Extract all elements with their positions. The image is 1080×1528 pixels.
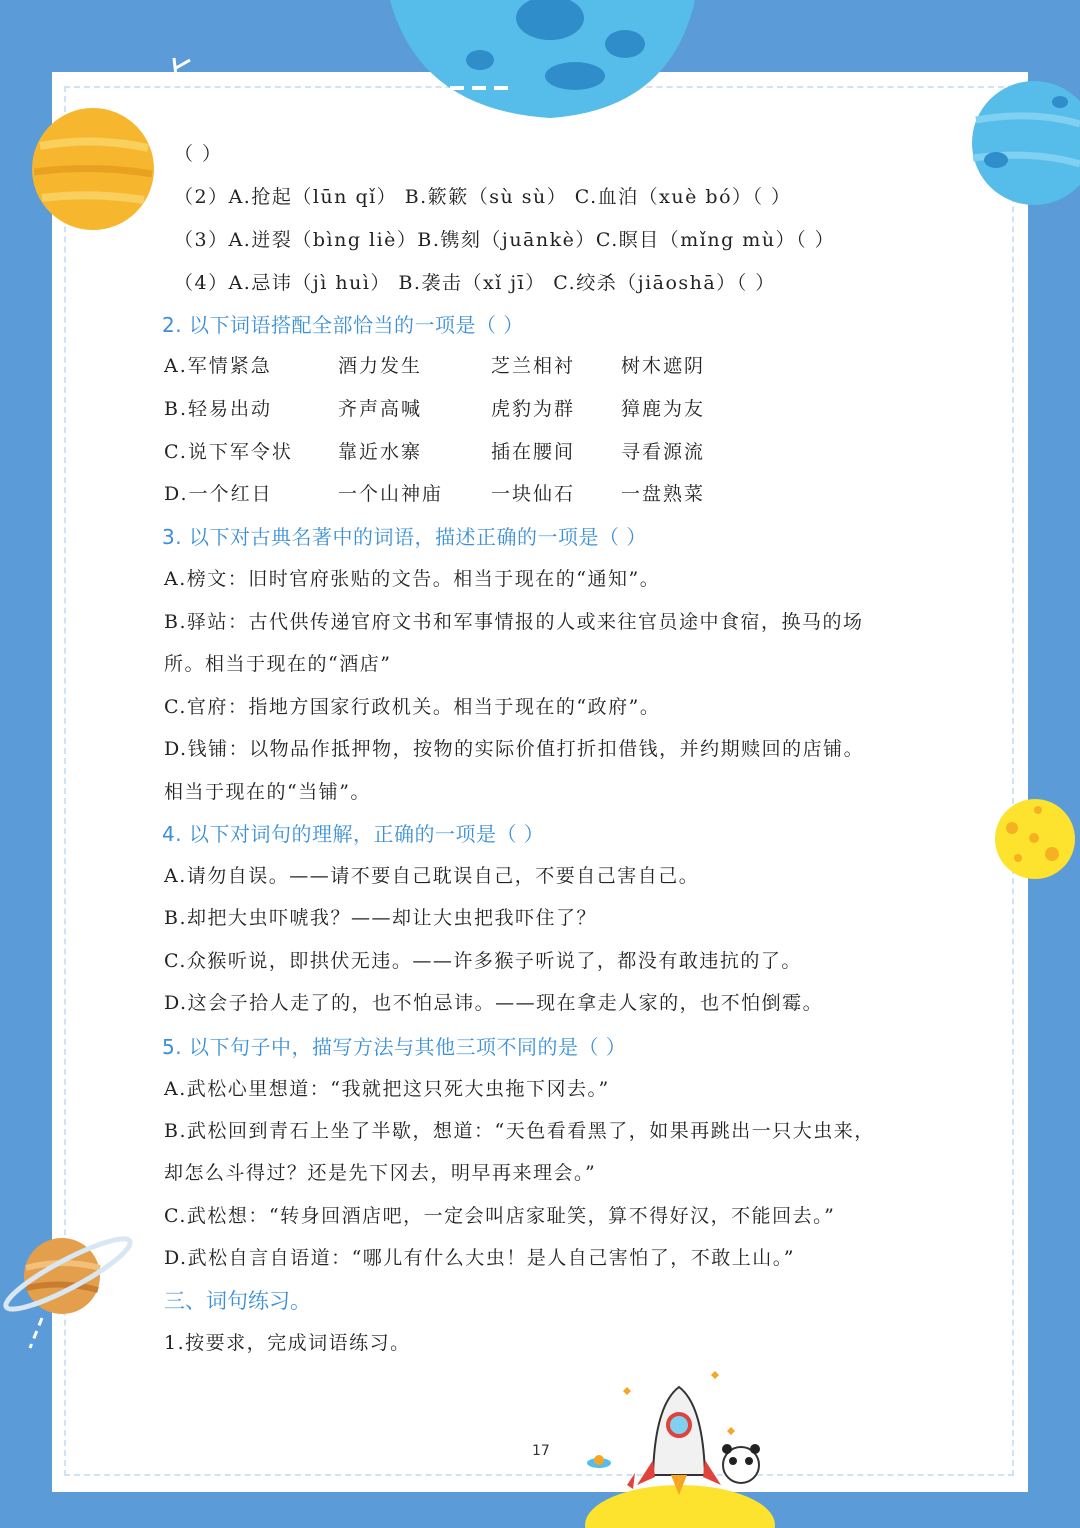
q4-option-c: C.众猴听说，即拱伏无违。——许多猴子听说了，都没有敢违抗的了。 [164, 950, 802, 972]
ringed-planet-icon [0, 1228, 142, 1360]
q4-option-d: D.这会子拾人走了的，也不怕忌讳。——现在拿走人家的，也不怕倒霉。 [164, 992, 824, 1014]
section-3-item-1: 1.按要求，完成词语练习。 [164, 1332, 411, 1354]
q5-option-a: A.武松心里想道：“我就把这只死大虫拖下冈去。” [164, 1078, 610, 1100]
q1-item-4: （4）A.忌讳（jì huì） B.袭击（xǐ jī） C.绞杀（jiāoshā）（ ） [174, 272, 776, 294]
q5-option-c: C.武松想：“转身回酒店吧，一定会叫店家耻笑，算不得好汉，不能回去。” [164, 1205, 836, 1227]
rocket-panda-icon [575, 1365, 785, 1528]
q2-d-word-4: 一盘熟菜 [621, 483, 706, 505]
q4-title: 4. 以下对词句的理解，正确的一项是（ ） [162, 822, 545, 846]
q5-option-b-line1: B.武松回到青石上坐了半歇，想道：“天色看看黑了，如果再跳出一只大虫来， [164, 1120, 875, 1142]
q3-option-a: A.榜文：旧时官府张贴的文告。相当于现在的“通知”。 [164, 568, 661, 590]
q2-title: 2. 以下词语搭配全部恰当的一项是（ ） [162, 313, 524, 337]
orange-planet-icon [30, 106, 156, 232]
q2-a-word-2: 酒力发生 [338, 355, 423, 377]
blue-moon-icon [380, 0, 700, 120]
q4-option-a: A.请勿自误。——请不要自己耽误自己，不要自己害自己。 [164, 865, 700, 887]
sparkle-icon [168, 56, 198, 80]
q2-b-word-2: 齐声高喊 [338, 398, 423, 420]
q2-a-word-1: A.军情紧急 [164, 355, 272, 377]
q3-option-b-line2: 所。相当于现在的“酒店” [164, 653, 392, 675]
q1-blank-line: （ ） [174, 143, 223, 165]
q2-d-word-3: 一块仙石 [491, 483, 576, 505]
q1-item-2: （2）A.抢起（lūn qǐ） B.簌簌（sù sù） C.血泊（xuè bó）（ ） [174, 186, 792, 208]
q2-b-word-3: 虎豹为群 [491, 398, 576, 420]
q2-b-word-4: 獐鹿为友 [621, 398, 706, 420]
q3-title: 3. 以下对古典名著中的词语，描述正确的一项是（ ） [162, 525, 647, 549]
q1-item-3: （3）A.迸裂（bìng liè）B.镌刻（juānkè）C.瞑目（mǐng mù）（ ） [174, 229, 836, 251]
section-3-title: 三、词句练习。 [164, 1289, 311, 1313]
q5-option-b-line2: 却怎么斗得过？还是先下冈去，明早再来理会。” [164, 1162, 597, 1184]
q3-option-d-line1: D.钱铺：以物品作抵押物，按物的实际价值打折扣借钱，并约期赎回的店铺。 [164, 738, 865, 760]
q2-c-word-2: 靠近水寨 [338, 441, 423, 463]
q3-option-b-line1: B.驿站：古代供传递官府文书和军事情报的人或来往官员途中食宿，换马的场 [164, 611, 864, 633]
q2-a-word-4: 树木遮阴 [621, 355, 706, 377]
q2-a-word-3: 芝兰相衬 [491, 355, 576, 377]
q2-d-word-2: 一个山神庙 [338, 483, 444, 505]
blue-planet-icon [968, 80, 1080, 206]
yellow-planet-icon [994, 798, 1080, 880]
page-number: 17 [532, 1443, 550, 1459]
q2-b-word-1: B.轻易出动 [164, 398, 273, 420]
q4-option-b: B.却把大虫吓唬我？——却让大虫把我吓住了？ [164, 907, 598, 929]
q2-c-word-4: 寻看源流 [621, 441, 706, 463]
q2-c-word-3: 插在腰间 [491, 441, 576, 463]
q2-c-word-1: C.说下军令状 [164, 441, 293, 463]
q3-option-d-line2: 相当于现在的“当铺”。 [164, 781, 371, 803]
q5-title: 5. 以下句子中，描写方法与其他三项不同的是（ ） [162, 1035, 627, 1059]
q5-option-d: D.武松自言自语道：“哪儿有什么大虫！是人自己害怕了，不敢上山。” [164, 1247, 796, 1269]
q2-d-word-1: D.一个红日 [164, 483, 273, 505]
q3-option-c: C.官府：指地方国家行政机关。相当于现在的“政府”。 [164, 696, 661, 718]
